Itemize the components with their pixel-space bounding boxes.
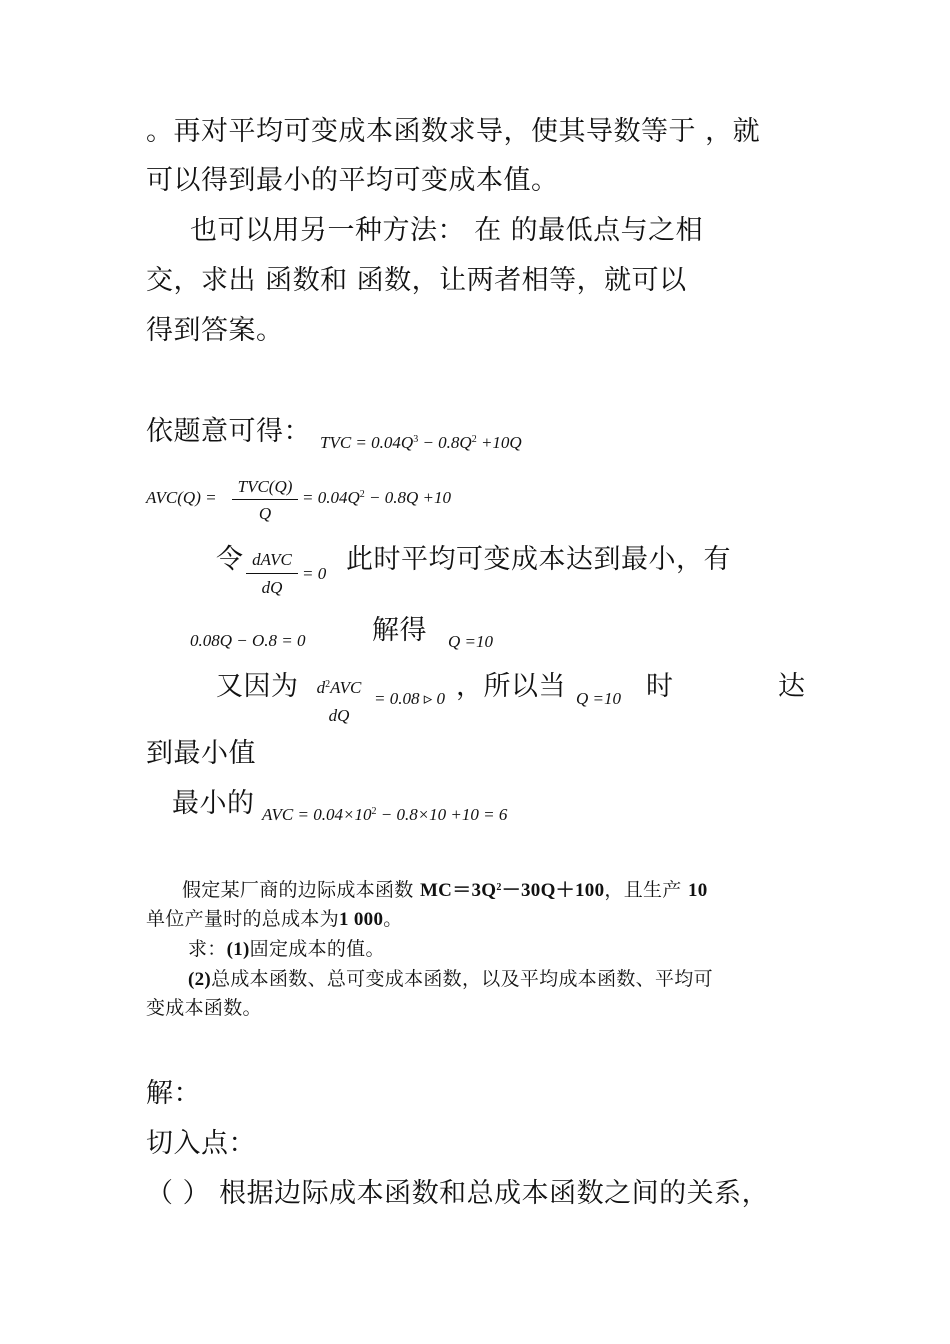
second-derivative-numerator: $d^2AVC$ xyxy=(316,678,362,697)
last-line: （ ） 根据边际成本函数和总成本函数之间的关系， xyxy=(146,1178,770,1209)
paragraph-1-line-2: 可以得到最小的平均可变成本值。 xyxy=(146,165,559,196)
question-line-5: 变成本函数。 xyxy=(146,997,262,1019)
min-value-label: 到最小值 xyxy=(146,738,256,769)
when-label: 时 xyxy=(646,671,674,702)
fraction-bar xyxy=(232,499,298,500)
solution-q: Q =10 xyxy=(448,632,493,651)
derivative-equals-zero: = 0 xyxy=(302,564,327,583)
second-derivative-denominator: dQ xyxy=(328,706,350,725)
paragraph-2-line-2: 交，求出 函数和 函数，让两者相等，就可以 xyxy=(146,265,687,296)
solution-label: 解： xyxy=(146,1078,201,1109)
tvc-equation: TVC = $0.04Q^3 - 0.8Q^2 +10Q$ xyxy=(320,433,522,452)
question-line-2: 单位产量时的总成本为1 000。 xyxy=(146,908,403,930)
derivative-denominator: dQ xyxy=(261,578,283,597)
fraction-bar xyxy=(246,573,298,574)
avc-fraction-denominator: Q xyxy=(258,504,272,523)
question-line-3: 求：(1)固定成本的值。 xyxy=(188,938,385,960)
q-equals-10: Q =10 xyxy=(576,689,621,708)
derivative-numerator: dAVC xyxy=(252,550,292,569)
therefore-label: ，所以当 xyxy=(456,671,566,702)
min-avc-equation: AVC = $0.04\times 10^2 - 0.8\times 10 +10 = 6$ xyxy=(262,805,508,824)
question-line-4: (2)总成本函数、总可变成本函数，以及平均成本函数、平均可 xyxy=(188,968,713,990)
question-line-1: 假定某厂商的边际成本函数 $MC=3Q^2-30Q+100$，且生产 10 xyxy=(182,879,708,901)
second-derivative-fraction xyxy=(308,678,370,724)
avc-rhs: = $0.04Q^2 - 0.8Q +10$ xyxy=(302,488,451,507)
given-label: 依题意可得： xyxy=(146,416,311,447)
paragraph-2-line-3: 得到答案。 xyxy=(146,315,284,346)
avc-fraction-numerator: TVC(Q) xyxy=(237,477,293,496)
avc-lhs: AVC(Q) = xyxy=(146,488,217,507)
min-reached-text: 此时平均可变成本达到最小，有 xyxy=(346,544,731,575)
derivative-equation: 0.08Q − O.8 = 0 xyxy=(190,631,306,650)
second-derivative-value: = 0.08 ▹ 0 xyxy=(374,689,446,708)
solve-label: 解得 xyxy=(372,615,427,646)
avc-fraction xyxy=(232,477,298,523)
let-label: 令 xyxy=(216,544,244,575)
derivative-fraction xyxy=(246,550,298,596)
min-avc-label: 最小的 xyxy=(172,788,255,819)
entry-point-label: 切入点： xyxy=(146,1128,256,1159)
paragraph-2-line-1: 也可以用另一种方法： 在 的最低点与之相 xyxy=(190,215,704,246)
paragraph-1-line-1: 。再对平均可变成本函数求导，使其导数等于 ，就 xyxy=(146,116,761,147)
reach-label: 达 xyxy=(778,671,806,702)
because-label: 又因为 xyxy=(216,671,299,702)
